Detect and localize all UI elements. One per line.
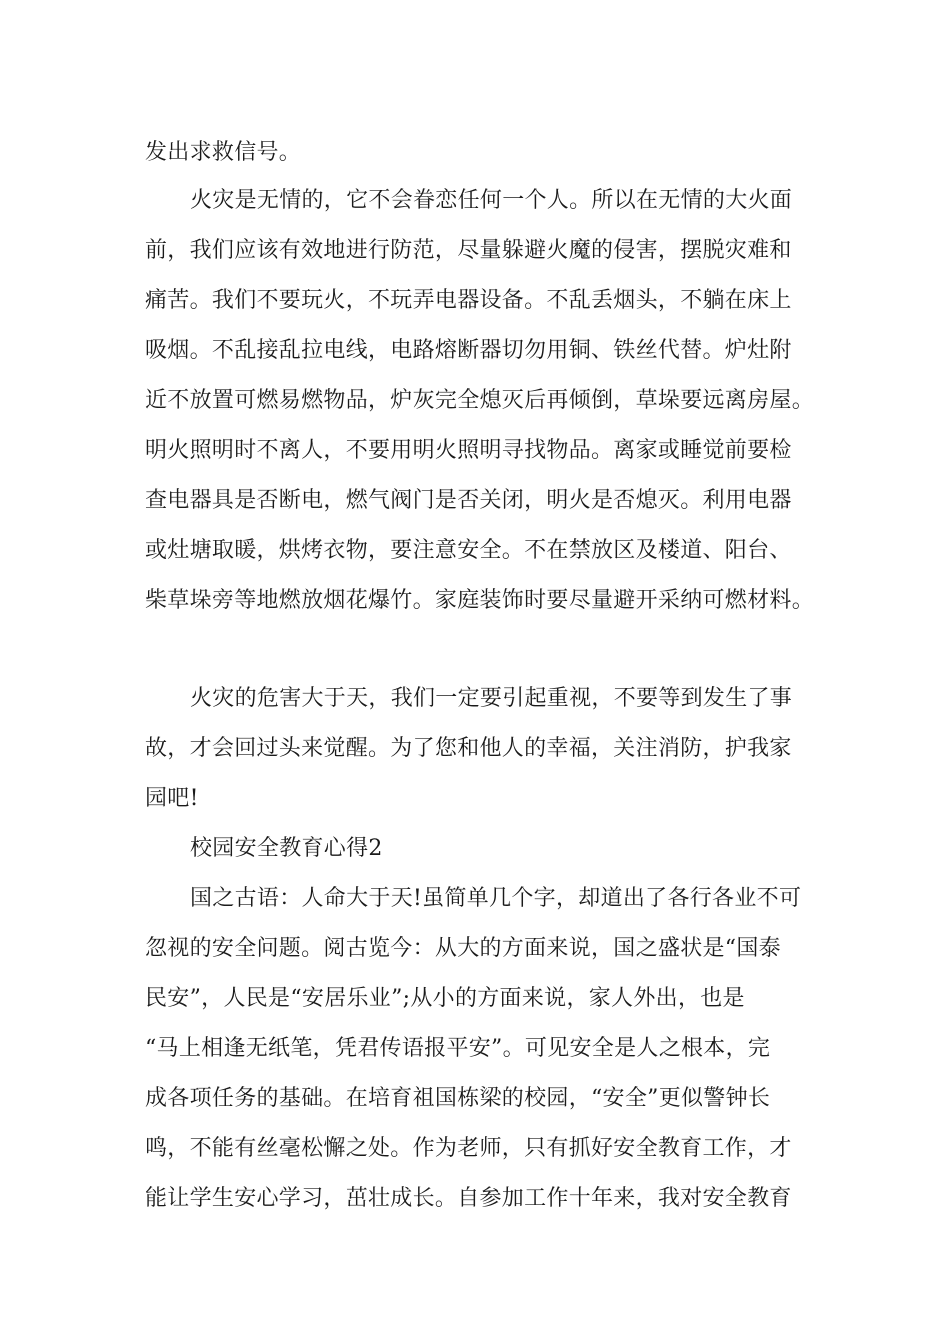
text-line: 鸣，不能有丝毫松懈之处。作为老师，只有抓好安全教育工作，才	[145, 1136, 792, 1161]
text-line: 痛苦。我们不要玩火，不玩弄电器设备。不乱丢烟头，不躺在床上	[145, 288, 792, 313]
section-heading: 校园安全教育心得2	[190, 836, 383, 861]
text-line: 忽视的安全问题。阅古览今：从大的方面来说，国之盛状是“国泰	[145, 936, 781, 961]
text-line: 发出求救信号。	[145, 140, 302, 165]
text-line: 查电器具是否断电，燃气阀门是否关闭，明火是否熄灭。利用电器	[145, 488, 792, 513]
text-line: 柴草垛旁等地燃放烟花爆竹。家庭装饰时要尽量避开采纳可燃材料。	[145, 588, 815, 613]
text-line: 近不放置可燃易燃物品，炉灰完全熄灭后再倾倒，草垛要远离房屋。	[145, 388, 815, 413]
paragraph-start-line: 火灾是无情的，它不会眷恋任何一个人。所以在无情的大火面	[190, 188, 793, 213]
text-line: 成各项任务的基础。在培育祖国栋梁的校园，“安全”更似警钟长	[145, 1086, 771, 1111]
text-line: 前，我们应该有效地进行防范，尽量躲避火魔的侵害，摆脱灾难和	[145, 238, 792, 263]
text-line: 故，才会回过头来觉醒。为了您和他人的幸福，关注消防，护我家	[145, 736, 792, 761]
text-line: 民安”，人民是“安居乐业”;从小的方面来说，家人外出，也是	[145, 986, 745, 1011]
text-line: 或灶塘取暖，烘烤衣物，要注意安全。不在禁放区及楼道、阳台、	[145, 538, 792, 563]
text-line: 园吧!	[145, 786, 199, 811]
text-line: 明火照明时不离人，不要用明火照明寻找物品。离家或睡觉前要检	[145, 438, 792, 463]
paragraph-start-line: 国之古语：人命大于天!虽简单几个字，却道出了各行各业不可	[190, 886, 802, 911]
text-line: 吸烟。不乱接乱拉电线，电路熔断器切勿用铜、铁丝代替。炉灶附	[145, 338, 792, 363]
paragraph-start-line: 火灾的危害大于天，我们一定要引起重视，不要等到发生了事	[190, 686, 793, 711]
text-line: “马上相逢无纸笔，凭君传语报平安”。可见安全是人之根本，完	[145, 1036, 771, 1061]
text-line: 能让学生安心学习，茁壮成长。自参加工作十年来，我对安全教育	[145, 1186, 792, 1211]
